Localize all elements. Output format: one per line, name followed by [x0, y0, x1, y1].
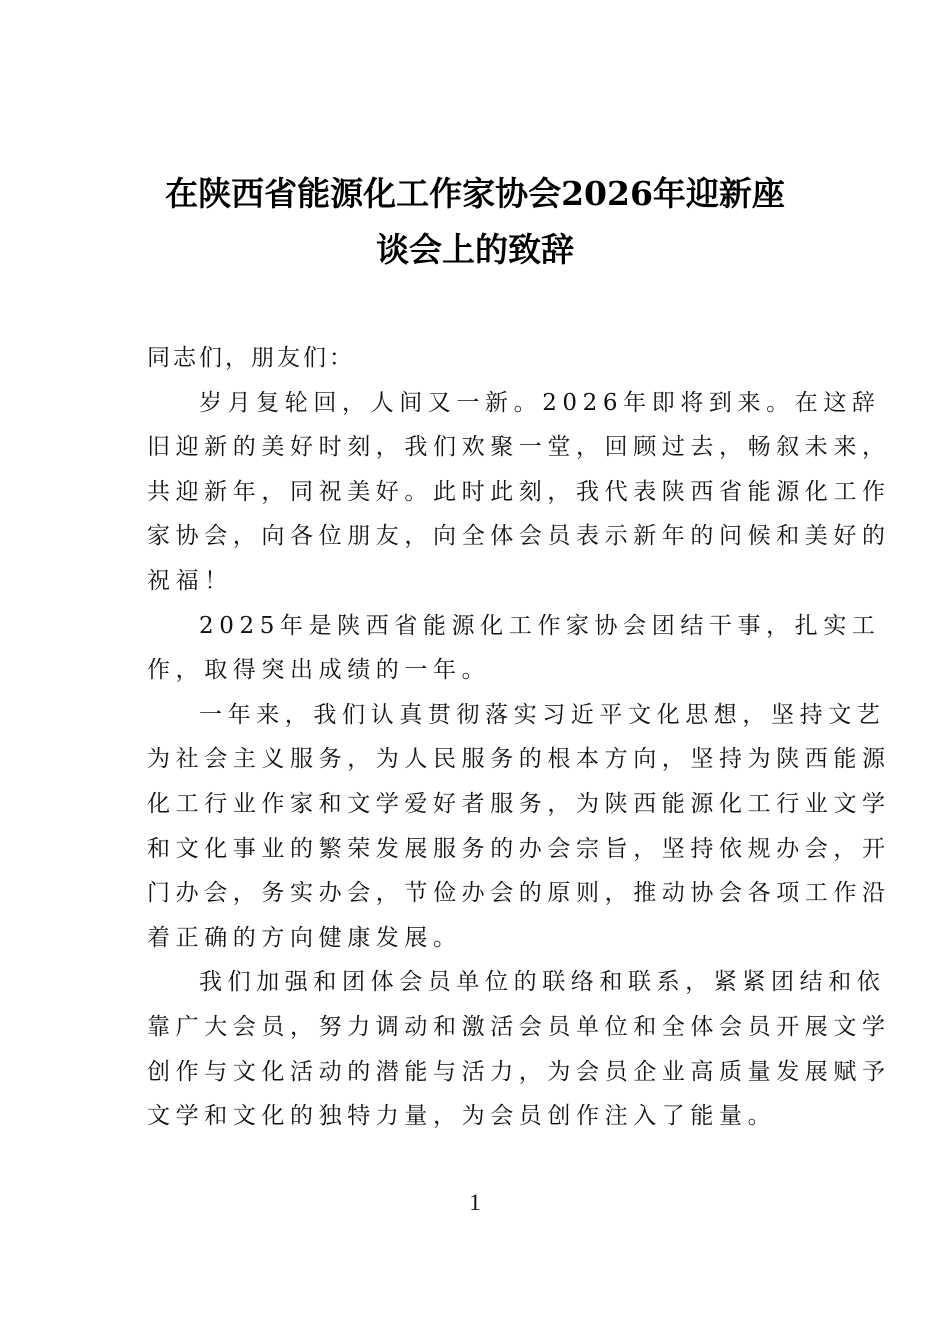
- text-line: 家协会，向各位朋友，向全体会员表示新年的问候和美好的: [147, 523, 891, 550]
- text-line: 2025年是陕西省能源化工作家协会团结干事，扎实工: [199, 612, 881, 639]
- text-line: 文学和文化的独特力量，为会员创作注入了能量。: [147, 1103, 777, 1130]
- text-line: 靠广大会员，努力调动和激活会员单位和全体会员开展文学: [147, 1013, 891, 1040]
- text-line: 为社会主义服务，为人民服务的根本方向，坚持为陕西能源: [147, 746, 891, 773]
- text-line: 共迎新年，同祝美好。此时此刻，我代表陕西省能源化工作: [147, 478, 891, 505]
- text-line: 我们加强和团体会员单位的联络和联系，紧紧团结和依: [199, 969, 886, 996]
- title-line-1: 在陕西省能源化工作家协会2026年迎新座: [165, 174, 785, 213]
- page-number: 1: [469, 1190, 481, 1215]
- document-title: [120, 166, 830, 278]
- text-line: 作，取得突出成绩的一年。: [147, 657, 491, 684]
- text-line: 着正确的方向健康发展。: [147, 924, 462, 951]
- text-line: 旧迎新的美好时刻，我们欢聚一堂，回顾过去，畅叙未来，: [147, 434, 891, 461]
- text-line: 岁月复轮回，人间又一新。2026年即将到来。在这辞: [199, 389, 881, 416]
- paragraph-greeting: [147, 381, 891, 604]
- title-line-2: 谈会上的致辞: [376, 230, 574, 269]
- salutation: 同志们，朋友们：: [147, 345, 355, 371]
- paragraph-2025-summary: [147, 604, 881, 693]
- document-body: [147, 336, 891, 1139]
- text-line: 祝福！: [147, 567, 233, 594]
- text-line: 和文化事业的繁荣发展服务的办会宗旨，坚持依规办会，开: [147, 835, 891, 862]
- text-line: 一年来，我们认真贯彻落实习近平文化思想，坚持文艺: [199, 701, 886, 728]
- text-line: 化工行业作家和文学爱好者服务，为陕西能源化工行业文学: [147, 790, 891, 817]
- text-line: 门办会，务实办会，节俭办会的原则，推动协会各项工作沿: [147, 880, 891, 907]
- text-line: 创作与文化活动的潜能与活力，为会员企业高质量发展赋予: [147, 1058, 891, 1085]
- paragraph-member-relations: [147, 960, 891, 1138]
- paragraph-year-review: [147, 693, 891, 961]
